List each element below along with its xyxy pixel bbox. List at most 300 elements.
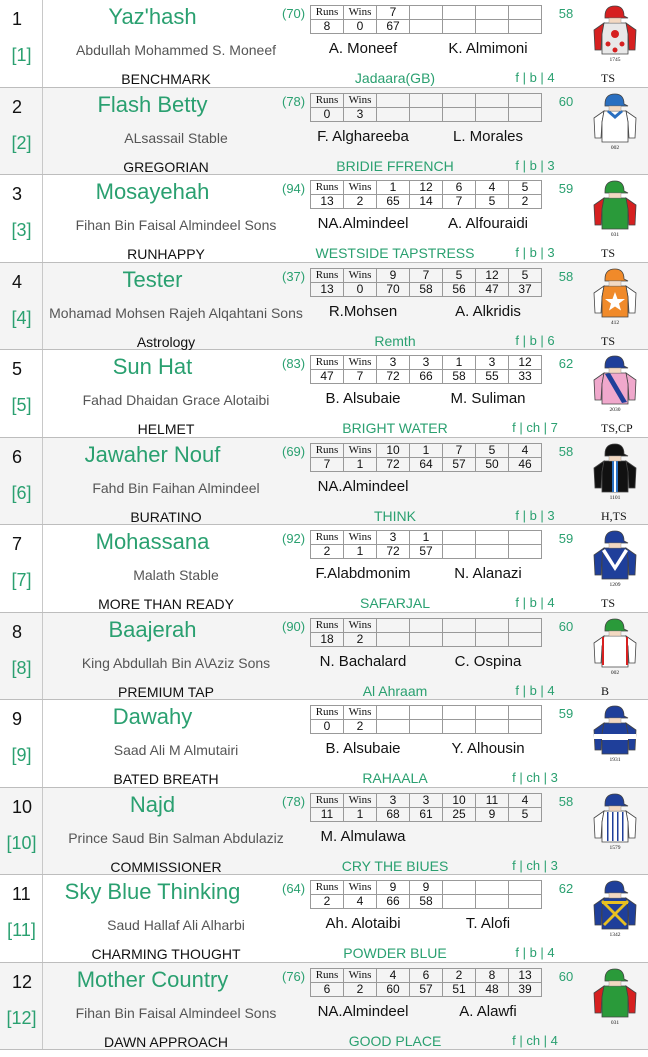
weight: 59 [558,706,574,721]
form-position-cell: 7 [410,268,443,282]
wins-count: 2 [344,632,377,646]
svg-text:1579: 1579 [609,844,621,851]
form-rating-cell [443,720,476,734]
runs-count: 0 [311,720,344,734]
wins-count: 2 [344,195,377,209]
trainer-link[interactable]: C. Ospina [454,652,522,670]
runner-row[interactable] [0,613,648,701]
trainer-link[interactable]: M. Suliman [450,390,526,407]
runner-row[interactable] [0,350,648,438]
jockey-silk-icon [593,354,637,414]
dam-name: POWDER BLUE [343,945,447,961]
form-rating-cell [443,895,476,909]
form-position-cell [410,618,443,632]
weight: 59 [558,531,574,546]
wins-label: Wins [344,93,377,107]
wins-count: 0 [344,282,377,296]
form-position-cell [509,531,542,545]
equipment-marks: TS,CP [601,421,633,435]
horse-name-link[interactable]: Mohassana [95,529,210,554]
wins-count: 1 [344,807,377,821]
runs-label: Runs [311,268,344,282]
form-position-cell [509,93,542,107]
jockey-silk-icon [593,617,637,677]
equipment-info: f | b | 4 [515,70,555,85]
equipment-marks: TS [601,71,616,85]
dam-name: RAHAALA [362,770,428,786]
draw-number: [9] [11,745,32,765]
wins-label: Wins [344,181,377,195]
owner-name: Fahd Bin Faihan Almindeel [92,479,260,496]
runner-number: 5 [12,359,23,379]
svg-text:031: 031 [610,232,620,238]
runs-label: Runs [311,618,344,632]
form-table [310,268,542,297]
wins-count: 2 [344,720,377,734]
form-position-cell [476,531,509,545]
form-table [310,880,542,909]
jockey-link[interactable]: NA.Almindeel [317,215,409,232]
horse-name-link[interactable]: Baajerah [108,616,197,642]
form-position-cell: 2 [443,968,476,982]
owner-name: Fihan Bin Faisal Almindeel Sons [75,1004,277,1021]
form-table [310,355,542,384]
runner-number: 4 [12,271,23,292]
sire-name: HELMET [137,421,195,437]
form-position-cell: 6 [443,181,476,195]
form-rating-cell: 72 [377,545,410,559]
jockey-silk-icon [593,267,637,327]
form-rating-cell: 60 [377,982,410,996]
owner-name: Saud Hallaf Ali Alharbi [107,917,245,933]
form-position-cell [443,881,476,895]
svg-text:002: 002 [610,144,620,151]
form-position-cell: 4 [509,443,542,457]
runner-number-column [0,525,43,612]
form-rating-cell: 58 [410,282,443,296]
runner-number: 2 [12,96,23,117]
form-position-cell [443,6,476,20]
horse-rating: (92) [282,531,306,546]
form-position-cell: 7 [377,6,410,20]
jockey-link[interactable]: M. Almulawa [320,827,406,845]
svg-text:2030: 2030 [609,407,621,413]
form-rating-cell: 57 [410,982,443,996]
equipment-info: f | b | 3 [515,157,555,173]
form-position-cell [410,6,443,20]
owner-name: Malath Stable [133,567,219,583]
weight: 60 [558,93,574,109]
owner-name: Fahad Dhaidan Grace Alotaibi [82,392,270,408]
horse-name-link[interactable]: Dawahy [112,704,193,729]
runs-label: Runs [311,531,344,545]
jockey-link[interactable]: B. Alsubaie [325,740,401,757]
form-rating-cell: 72 [377,457,410,471]
form-rating-cell: 9 [476,807,509,821]
runs-count: 7 [311,457,344,471]
runner-number-column [0,88,43,175]
jockey-silk-icon [593,879,637,939]
form-position-cell [377,618,410,632]
runs-label: Runs [311,706,344,720]
runner-number-column [0,263,43,350]
runner-number-column [0,175,43,262]
owner-name: Abdullah Mohammed S. Moneef [76,42,276,58]
runs-count: 2 [311,895,344,909]
runs-label: Runs [311,443,344,457]
form-rating-cell: 48 [476,982,509,996]
form-rating-cell: 47 [476,282,509,296]
wins-label: Wins [344,968,377,982]
runner-number: 8 [12,621,23,642]
runner-number-column [0,875,43,962]
runner-row[interactable] [0,788,648,876]
draw-number: [11] [7,920,36,940]
equipment-marks: B [601,683,610,698]
wins-label: Wins [344,793,377,807]
draw-number: [2] [11,132,32,153]
form-rating-cell: 50 [476,457,509,471]
jockey-link[interactable]: F.Alabdmonim [315,565,411,582]
form-rating-cell: 57 [410,545,443,559]
runner-row[interactable] [0,438,648,526]
form-table [310,443,542,472]
sire-name: PREMIUM TAP [118,683,214,700]
runs-label: Runs [311,356,344,370]
runner-number: 6 [12,446,23,467]
form-position-cell [443,706,476,720]
form-position-cell: 12 [476,268,509,282]
form-position-cell [476,93,509,107]
svg-text:1342: 1342 [609,932,621,938]
trainer-link[interactable]: T. Alofi [465,915,511,932]
horse-rating: (69) [282,443,306,459]
form-rating-cell [443,20,476,34]
runner-number: 9 [12,709,23,729]
runner-row[interactable] [0,263,648,351]
draw-number: [10] [6,832,37,853]
form-rating-cell [476,107,509,121]
jockey-link[interactable]: Ah. Alotaibi [325,915,401,932]
form-position-cell [410,93,443,107]
runner-row[interactable] [0,963,648,1051]
form-position-cell [377,93,410,107]
form-rating-cell [476,545,509,559]
equipment-marks: H,TS [601,508,627,523]
form-rating-cell: 5 [509,807,542,821]
runner-number: 1 [12,9,23,29]
wins-label: Wins [344,881,377,895]
wins-count: 4 [344,895,377,909]
weight: 60 [558,968,574,984]
horse-rating: (76) [282,968,306,984]
svg-text:1931: 1931 [609,757,621,763]
sire-name: COMMISSIONER [110,858,222,875]
draw-number: [5] [11,395,32,415]
jockey-link[interactable]: F. Alghareeba [317,127,409,145]
jockey-silk-icon [593,529,637,589]
weight: 58 [558,268,574,284]
runs-count: 0 [311,107,344,121]
sire-name: MORE THAN READY [98,596,234,612]
form-position-cell: 9 [410,881,443,895]
dam-name: BRIDIE FFRENCH [336,157,454,174]
wins-count: 2 [344,982,377,996]
runs-count: 47 [311,370,344,384]
form-position-cell: 11 [476,793,509,807]
trainer-link[interactable]: L. Morales [452,127,524,145]
form-position-cell: 6 [410,968,443,982]
trainer-link[interactable]: A. Alkridis [455,302,521,320]
draw-number: [8] [11,657,32,678]
sire-name: Astrology [136,333,196,350]
form-rating-cell [410,107,443,121]
equipment-info: f | ch | 3 [512,770,558,785]
horse-rating: (78) [282,793,306,809]
form-rating-cell: 37 [509,282,542,296]
horse-name-link[interactable]: Mother Country [76,966,229,992]
form-rating-cell [476,20,509,34]
jockey-link[interactable]: B. Alsubaie [325,390,401,407]
form-rating-cell: 61 [410,807,443,821]
runs-count: 18 [311,632,344,646]
runner-row[interactable] [0,525,648,613]
runner-row[interactable] [0,88,648,176]
dam-name: SAFARJAL [359,595,431,611]
form-position-cell [443,618,476,632]
form-position-cell: 5 [476,443,509,457]
horse-name-link[interactable]: Jawaher Nouf [84,441,221,467]
runs-count: 6 [311,982,344,996]
svg-text:031: 031 [610,1019,620,1026]
jockey-link[interactable]: A. Moneef [328,40,398,57]
form-rating-cell [410,632,443,646]
jockey-silk-icon [593,92,637,152]
form-position-cell: 10 [443,793,476,807]
form-position-cell: 9 [377,268,410,282]
wins-count: 1 [344,457,377,471]
dam-name: THINK [374,507,416,524]
form-rating-cell: 14 [410,195,443,209]
runs-label: Runs [311,6,344,20]
sire-name: DAWN APPROACH [104,1033,228,1050]
draw-number: [7] [11,570,32,590]
horse-name-link[interactable]: Najd [129,791,176,817]
equipment-info: f | ch | 4 [512,1032,558,1048]
horse-name-link[interactable]: Tester [122,266,183,292]
sire-name: BENCHMARK [121,71,211,87]
form-table [310,5,542,34]
form-position-cell [509,881,542,895]
equipment-info: f | b | 4 [515,595,555,610]
form-position-cell [509,6,542,20]
sire-name: BURATINO [130,508,202,525]
form-rating-cell: 57 [443,457,476,471]
draw-number: [3] [11,220,32,240]
runs-label: Runs [311,93,344,107]
form-rating-cell [509,545,542,559]
jockey-silk-icon [593,792,637,852]
jockey-link[interactable]: NA.Almindeel [317,1002,409,1020]
form-position-cell: 4 [509,793,542,807]
weight: 62 [558,881,574,896]
form-rating-cell [509,20,542,34]
form-rating-cell [410,20,443,34]
owner-name: Mohamad Mohsen Rajeh Alqahtani Sons [49,304,303,321]
horse-name-link[interactable]: Yaz'hash [108,4,197,29]
sire-name: GREGORIAN [123,158,209,175]
form-rating-cell [377,107,410,121]
jockey-silk-icon [593,442,637,502]
trainer-link[interactable]: K. Almimoni [448,40,528,57]
jockey-link[interactable]: N. Bachalard [319,652,407,670]
wins-label: Wins [344,443,377,457]
trainer-link[interactable]: N. Alanazi [454,565,522,582]
dam-name: Jadaara(GB) [354,70,436,86]
equipment-marks: TS [601,333,616,348]
equipment-info: f | ch | 7 [512,420,558,435]
form-rating-cell: 5 [476,195,509,209]
form-position-cell: 3 [377,793,410,807]
runs-label: Runs [311,881,344,895]
runner-row[interactable] [0,875,648,963]
jockey-link[interactable]: NA.Almindeel [317,477,409,495]
horse-rating: (83) [282,356,306,371]
form-rating-cell: 64 [410,457,443,471]
form-position-cell: 3 [377,356,410,370]
form-position-cell: 12 [509,356,542,370]
wins-label: Wins [344,706,377,720]
wins-label: Wins [344,6,377,20]
horse-name-link[interactable]: Mosayehah [95,179,210,204]
dam-name: Al Ahraam [362,682,428,699]
form-rating-cell [509,632,542,646]
horse-name-link[interactable]: Sun Hat [112,354,193,379]
equipment-marks: TS [601,596,616,610]
jockey-silk-icon [593,704,637,764]
runs-label: Runs [311,181,344,195]
horse-rating: (37) [282,268,306,284]
runs-label: Runs [311,793,344,807]
form-position-cell [476,6,509,20]
form-position-cell: 3 [410,356,443,370]
runner-number-column [0,963,43,1050]
form-rating-cell [509,107,542,121]
runs-count: 13 [311,195,344,209]
runs-count: 11 [311,807,344,821]
wins-label: Wins [344,618,377,632]
form-table [310,93,542,122]
weight: 59 [558,181,574,196]
runs-label: Runs [311,968,344,982]
equipment-info: f | b | 6 [515,332,555,348]
wins-count: 7 [344,370,377,384]
trainer-link[interactable]: A. Alawfi [459,1002,517,1020]
form-rating-cell [377,632,410,646]
form-position-cell: 4 [377,968,410,982]
horse-rating: (78) [282,93,306,109]
weight: 58 [558,793,574,809]
form-rating-cell: 58 [410,895,443,909]
sire-name: BATED BREATH [113,771,219,787]
form-position-cell: 3 [410,793,443,807]
form-rating-cell: 58 [443,370,476,384]
runner-number-column [0,613,43,700]
form-position-cell: 13 [509,968,542,982]
form-rating-cell [476,895,509,909]
form-rating-cell [377,720,410,734]
form-position-cell [476,881,509,895]
svg-text:412: 412 [610,319,620,326]
horse-name-link[interactable]: Flash Betty [97,91,208,117]
runner-number-column [0,788,43,875]
form-position-cell: 5 [509,268,542,282]
equipment-info: f | b | 4 [515,945,555,960]
form-rating-cell [476,632,509,646]
form-position-cell [476,618,509,632]
trainer-link[interactable]: A. Alfouraidi [447,215,529,232]
jockey-silk-icon [593,179,637,239]
form-position-cell: 1 [377,181,410,195]
draw-number: [1] [11,45,32,65]
form-table [310,968,542,997]
form-position-cell [410,706,443,720]
trainer-link[interactable]: Y. Alhousin [451,740,525,757]
runner-number-column [0,0,43,87]
jockey-silk-icon [593,4,637,64]
runner-number-column [0,350,43,437]
wins-label: Wins [344,356,377,370]
runner-row[interactable] [0,0,648,88]
form-rating-cell: 66 [410,370,443,384]
runner-number-column [0,438,43,525]
form-position-cell: 5 [443,268,476,282]
svg-text:1745: 1745 [609,57,621,63]
owner-name: Fihan Bin Faisal Almindeel Sons [75,217,277,233]
dam-name: Remth [374,332,416,349]
dam-name: GOOD PLACE [348,1032,442,1049]
jockey-link[interactable]: R.Mohsen [328,302,398,320]
runs-count: 13 [311,282,344,296]
runs-count: 2 [311,545,344,559]
form-rating-cell [410,720,443,734]
owner-name: Prince Saud Bin Salman Abdulaziz [68,829,284,846]
runner-row[interactable] [0,175,648,263]
runner-number: 11 [12,884,31,904]
draw-number: [12] [6,1007,37,1028]
form-position-cell: 12 [410,181,443,195]
wins-count: 0 [344,20,377,34]
runner-row[interactable] [0,700,648,788]
weight: 58 [558,443,574,459]
weight: 60 [558,618,574,634]
form-position-cell: 1 [443,356,476,370]
form-rating-cell: 55 [476,370,509,384]
wins-label: Wins [344,268,377,282]
draw-number: [6] [11,482,32,503]
form-position-cell [443,93,476,107]
form-position-cell: 3 [377,531,410,545]
equipment-info: f | b | 3 [515,507,555,523]
form-rating-cell: 70 [377,282,410,296]
form-rating-cell: 51 [443,982,476,996]
dam-name: BRIGHT WATER [342,420,448,436]
wins-count: 3 [344,107,377,121]
horse-name-link[interactable]: Sky Blue Thinking [64,879,241,904]
form-position-cell [509,618,542,632]
form-rating-cell: 65 [377,195,410,209]
form-rating-cell [443,632,476,646]
